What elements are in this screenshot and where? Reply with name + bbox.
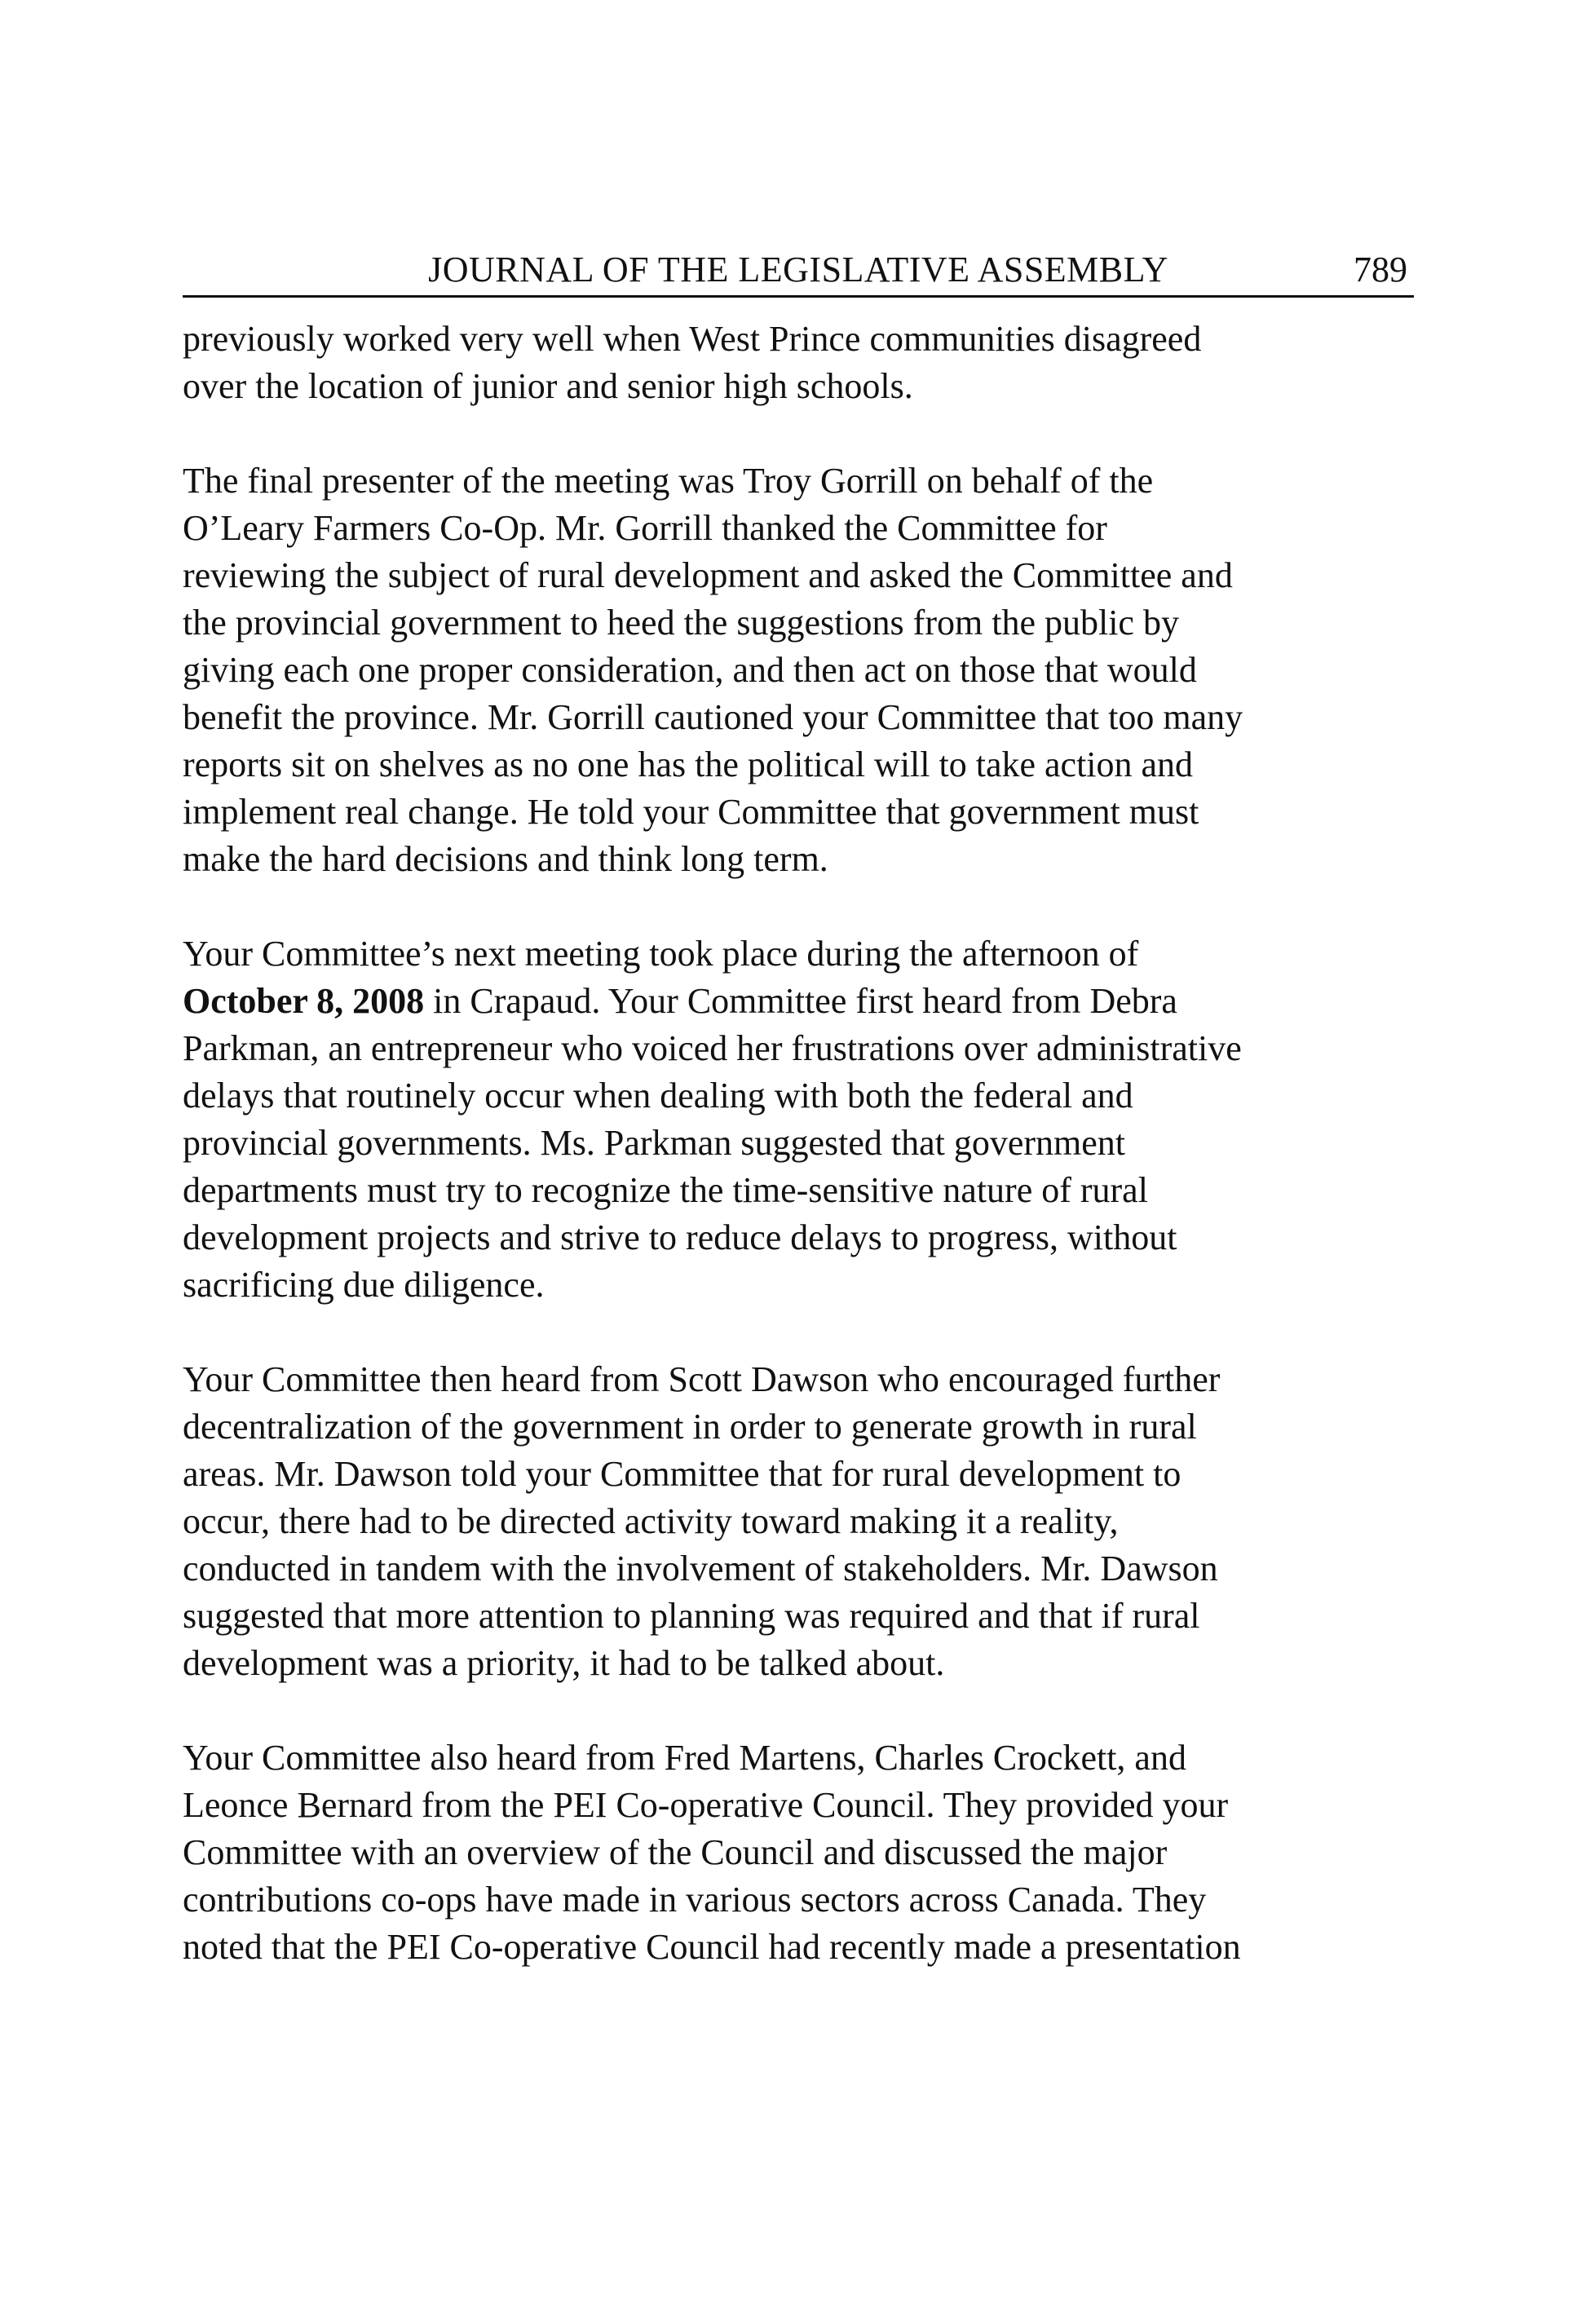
text-line: giving each one proper consideration, and then act on those that would — [183, 650, 1197, 690]
paragraph-1 — [183, 316, 1414, 410]
text-line: Leonce Bernard from the PEI Co-operative Council. They provided your — [183, 1785, 1229, 1825]
paragraph-3 — [183, 930, 1414, 1309]
text-line: areas. Mr. Dawson told your Committee that for rural development to — [183, 1454, 1181, 1494]
text-line: development projects and strive to reduce delays to progress, without — [183, 1217, 1177, 1257]
text-line: contributions co-ops have made in various sectors across Canada. They — [183, 1880, 1207, 1920]
text-line: sacrificing due diligence. — [183, 1265, 545, 1305]
text-line: decentralization of the government in order to generate growth in rural — [183, 1407, 1197, 1447]
text-line: implement real change. He told your Committee that government must — [183, 792, 1199, 832]
journal-title: JOURNAL OF THE LEGISLATIVE ASSEMBLY — [428, 250, 1168, 289]
text-line: delays that routinely occur when dealing with both the federal and — [183, 1076, 1133, 1116]
text-line: reports sit on shelves as no one has the political will to take action and — [183, 744, 1194, 784]
text-line: conducted in tandem with the involvement of stakeholders. Mr. Dawson — [183, 1549, 1218, 1588]
text-line — [183, 978, 1414, 1025]
paragraph-4 — [183, 1356, 1414, 1687]
journal-page — [183, 245, 1414, 2018]
text-line: Your Committee then heard from Scott Dawson who encouraged further — [183, 1359, 1221, 1399]
text-line: departments must try to recognize the time-sensitive nature of rural — [183, 1170, 1148, 1210]
text-line: development was a priority, it had to be talked about. — [183, 1643, 945, 1683]
text-line: Committee with an overview of the Council and discussed the major — [183, 1832, 1168, 1872]
text-line: reviewing the subject of rural development and asked the Committee and — [183, 555, 1233, 595]
paragraph-5 — [183, 1734, 1414, 1971]
meeting-date: October 8, 2008 — [183, 981, 425, 1021]
text-line: Your Committee also heard from Fred Martens, Charles Crockett, and — [183, 1738, 1186, 1778]
text-line: benefit the province. Mr. Gorrill cautioned your Committee that too many — [183, 697, 1243, 737]
text-line: suggested that more attention to planning was required and that if rural — [183, 1596, 1200, 1636]
text-line: occur, there had to be directed activity toward making it a reality, — [183, 1501, 1119, 1541]
paragraph-2 — [183, 457, 1414, 883]
text-line: The final presenter of the meeting was Troy Gorrill on behalf of the — [183, 461, 1154, 501]
body-text — [183, 316, 1414, 1971]
text-line: provincial governments. Ms. Parkman suggested that government — [183, 1123, 1125, 1163]
text-line-rest: in Crapaud. Your Committee first heard from Debra — [433, 981, 1177, 1021]
text-line: the provincial government to heed the suggestions from the public by — [183, 603, 1179, 643]
text-line: noted that the PEI Co-operative Council had recently made a presentation — [183, 1927, 1241, 1967]
text-line: O’Leary Farmers Co-Op. Mr. Gorrill thanked the Committee for — [183, 508, 1107, 548]
running-header — [183, 245, 1414, 298]
text-line: over the location of junior and senior high schools. — [183, 366, 913, 406]
page-number: 789 — [1354, 250, 1407, 289]
text-line: Your Committee’s next meeting took place during the afternoon of — [183, 934, 1139, 974]
text-line: Parkman, an entrepreneur who voiced her frustrations over administrative — [183, 1028, 1242, 1068]
text-line: previously worked very well when West Prince communities disagreed — [183, 319, 1202, 359]
text-line: make the hard decisions and think long term. — [183, 839, 828, 879]
